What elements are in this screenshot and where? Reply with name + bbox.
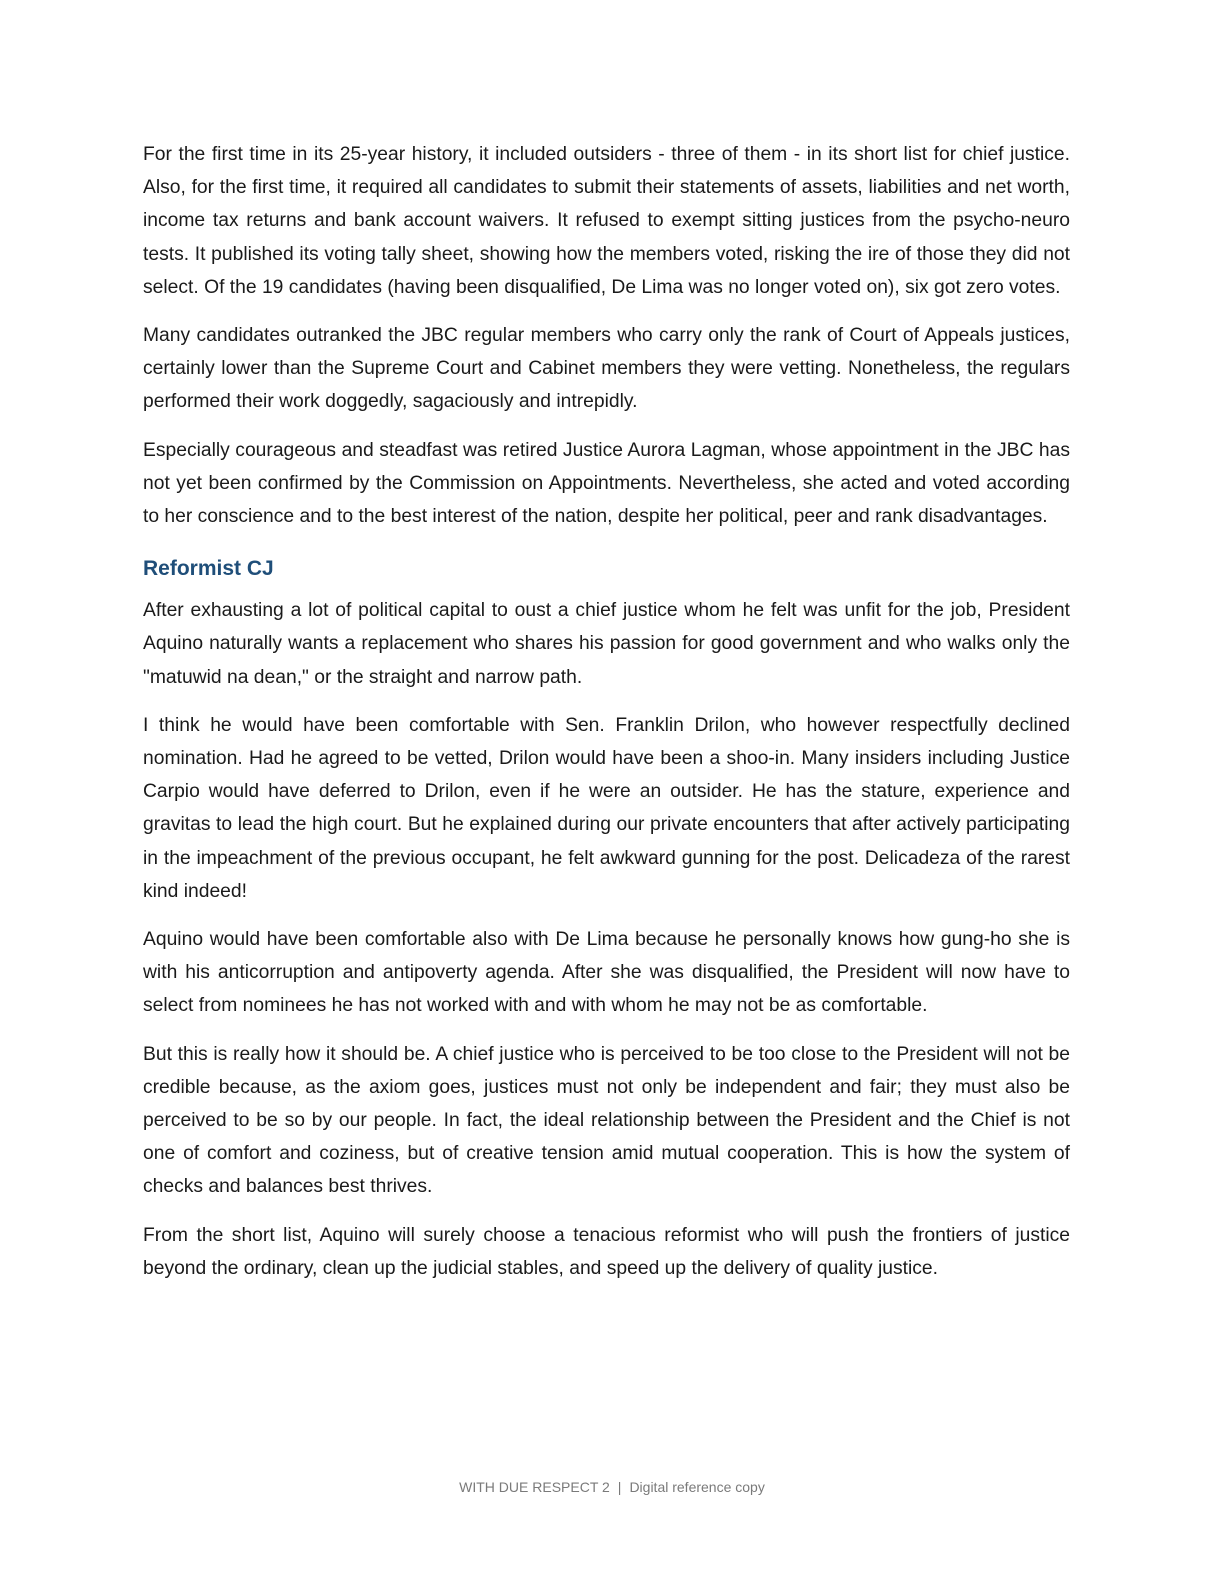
paragraph: From the short list, Aquino will surely choose a tenacious reformist who will push the frontiers of justice beyond the ordinary, clean up the judicial stables, and speed up the delivery of quality justice. xyxy=(143,1224,1070,1279)
section-heading: Reformist CJ xyxy=(143,557,274,581)
paragraph: I think he would have been comfortable with Sen. Franklin Drilon, who however respectfully declined nomination. Had he agreed to be vetted, Drilon would have been a shoo-in. Many insiders including Justice Carpio would have deferred to Drilon, even if he were an outsider. He has the stature, experience and gravitas to lead the high court. But he explained during our private encounters that after actively participating in the impeachment of the previous occupant, he felt awkward gunning for the post. Delicadeza of the rarest kind indeed! xyxy=(143,714,1070,902)
paragraph: For the first time in its 25-year history, it included outsiders - three of them - in its short list for chief justice. Also, for the first time, it required all candidates to submit their statements of assets, liabilities and net worth, income tax returns and bank account waivers. It refused to exempt sitting justices from the psycho-neuro tests. It published its voting tally sheet, showing how the members voted, risking the ire of those they did not select. Of the 19 candidates (having been disqualified, De Lima was no longer voted on), six got zero votes. xyxy=(143,144,1070,298)
paragraph: But this is really how it should be. A chief justice who is perceived to be too close to the President will not be credible because, as the axiom goes, justices must not only be independent and fair; they must also be perceived to be so by our people. In fact, the ideal relationship between the President and the Chief is not one of comfort and coziness, but of creative tension amid mutual cooperation. This is how the system of checks and balances best thrives. xyxy=(143,1043,1070,1198)
page-footer xyxy=(0,1479,1224,1495)
paragraph: Many candidates outranked the JBC regular members who carry only the rank of Court of Appeals justices, certainly lower than the Supreme Court and Cabinet members they were vetting. Nonetheless, the regulars performed their work doggedly, sagaciously and intrepidly. xyxy=(143,325,1070,413)
footer-separator: | xyxy=(617,1479,622,1495)
page-body xyxy=(143,138,1070,1300)
footer-copy-note: Digital reference copy xyxy=(629,1479,765,1495)
footer-book-title: WITH DUE RESPECT 2 xyxy=(459,1479,610,1495)
paragraph: Aquino would have been comfortable also with De Lima because he personally knows how gung-ho she is with his anticorruption and antipoverty agenda. After she was disqualified, the President will now have to select from nominees he has not worked with and with whom he may not be as comfortable. xyxy=(143,929,1070,1017)
paragraph: Especially courageous and steadfast was retired Justice Aurora Lagman, whose appointment in the JBC has not yet been confirmed by the Commission on Appointments. Nevertheless, she acted and voted according to her conscience and to the best interest of the nation, despite her political, peer and rank disadvantages. xyxy=(143,439,1070,528)
paragraph: After exhausting a lot of political capital to oust a chief justice whom he felt was unfit for the job, President Aquino naturally wants a replacement who shares his passion for good government and who walks only the "matuwid na dean," or the straight and narrow path. xyxy=(143,600,1070,688)
